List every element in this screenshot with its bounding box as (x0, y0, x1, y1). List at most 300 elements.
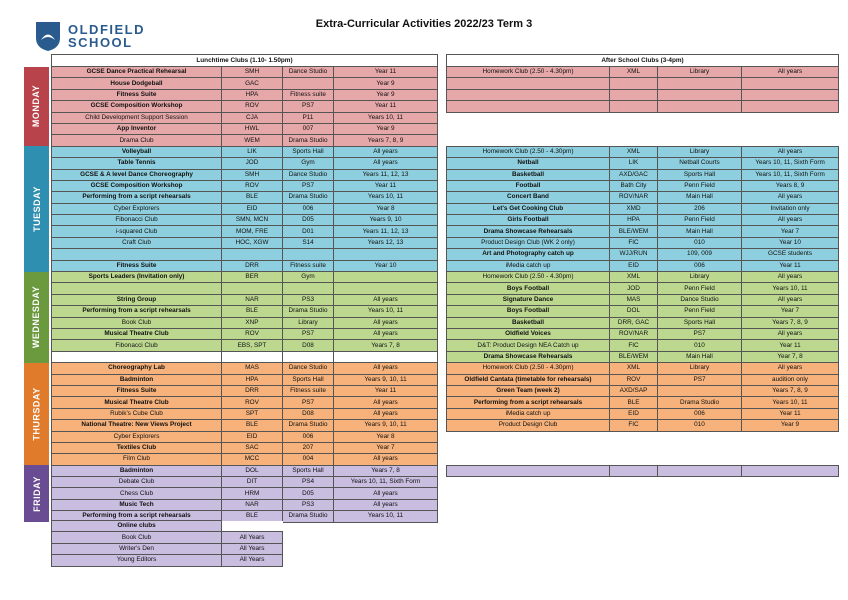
after-years: Year 11 (742, 260, 839, 271)
after-empty (447, 123, 610, 134)
table-row (52, 465, 839, 476)
table-row (52, 89, 839, 100)
after-room (658, 465, 742, 476)
column-gap (438, 385, 447, 396)
lunch-room: Fitness suite (283, 89, 334, 100)
after-staff: DOL (610, 306, 658, 317)
column-gap (438, 351, 447, 362)
column-gap (438, 249, 447, 260)
lunch-years: Year 11 (334, 180, 438, 191)
after-staff: EID (610, 408, 658, 419)
school-name-line2: SCHOOL (68, 35, 133, 50)
lunch-room: S14 (283, 237, 334, 248)
table-row (52, 431, 839, 442)
lunch-room: P11 (283, 112, 334, 123)
lunch-empty (52, 351, 222, 362)
lunch-staff: BLE (222, 511, 283, 522)
after-years: Invitation only (742, 203, 839, 214)
after-staff: XML (610, 146, 658, 157)
lunch-room: D08 (283, 340, 334, 351)
after-activity: Product Design Club (447, 420, 610, 431)
day-label-text: THURSDAY (31, 387, 42, 441)
lunch-activity: Fibonacci Club (52, 340, 222, 351)
online-header-row (52, 521, 283, 532)
lunch-years: Years 10, 11 (334, 192, 438, 203)
lunch-staff: ROV (222, 101, 283, 112)
lunch-room: Drama Studio (283, 306, 334, 317)
after-years: Year 10 (742, 237, 839, 248)
column-gap (438, 146, 447, 157)
after-room: Library (658, 272, 742, 283)
table-row (52, 78, 839, 89)
lunch-staff: SMN, MCN (222, 215, 283, 226)
lunch-years: All years (334, 397, 438, 408)
after-staff: DRR, GAC (610, 317, 658, 328)
lunch-room: PS3 (283, 294, 334, 305)
lunch-staff: SMH (222, 169, 283, 180)
column-gap (438, 101, 447, 112)
lunch-years: Years 11, 12, 13 (334, 226, 438, 237)
after-years: Years 7, 8, 9 (742, 385, 839, 396)
after-empty (742, 112, 839, 123)
table-row (52, 226, 839, 237)
lunch-empty (334, 351, 438, 362)
after-staff: BLE/WEM (610, 226, 658, 237)
after-activity: Concert Band (447, 192, 610, 203)
lunch-years: All years (334, 499, 438, 510)
online-club-row (52, 555, 283, 566)
table-row (52, 328, 839, 339)
lunch-years: Years 9, 10, 11 (334, 420, 438, 431)
after-years: Years 10, 11, Sixth Form (742, 169, 839, 180)
column-gap (438, 374, 447, 385)
online-club-row (52, 543, 283, 554)
after-empty (742, 135, 839, 146)
table-row (52, 454, 839, 465)
after-empty (610, 135, 658, 146)
after-years: Years 10, 11 (742, 397, 839, 408)
after-room (658, 89, 742, 100)
lunch-years (334, 249, 438, 260)
lunch-years: Years 7, 8 (334, 465, 438, 476)
after-years: Years 8, 9 (742, 180, 839, 191)
header-gap (438, 55, 447, 67)
after-years: All years (742, 146, 839, 157)
after-staff (610, 101, 658, 112)
lunch-activity: Craft Club (52, 237, 222, 248)
table-row (52, 101, 839, 112)
lunch-years: Year 11 (334, 67, 438, 78)
day-label-text: FRIDAY (31, 475, 42, 512)
table-row (52, 499, 839, 510)
lunch-room: 004 (283, 454, 334, 465)
lunch-empty (222, 351, 283, 362)
lunch-years: Year 9 (334, 123, 438, 134)
after-activity: Oldfield Cantata (timetable for rehearsals) (447, 374, 610, 385)
table-row (52, 180, 839, 191)
table-row (52, 146, 839, 157)
after-room: Penn Field (658, 306, 742, 317)
after-years: Years 10, 11 (742, 283, 839, 294)
after-staff: AXD/SAP (610, 385, 658, 396)
lunch-years: Year 9 (334, 78, 438, 89)
lunch-years: All years (334, 158, 438, 169)
column-gap (438, 89, 447, 100)
lunch-years: All years (334, 317, 438, 328)
after-activity: iMedia catch up (447, 408, 610, 419)
online-club-name: Writer's Den (52, 543, 222, 554)
day-label-thursday (24, 363, 49, 466)
after-activity: Oldfield Voices (447, 328, 610, 339)
after-staff: ROV (610, 374, 658, 385)
after-room: 010 (658, 420, 742, 431)
table-row (52, 158, 839, 169)
after-years (742, 78, 839, 89)
lunch-staff: DRR (222, 385, 283, 396)
table-row (52, 203, 839, 214)
after-room: 206 (658, 203, 742, 214)
after-empty (447, 499, 610, 510)
after-staff: BLE/WEM (610, 351, 658, 362)
lunch-room: PS7 (283, 397, 334, 408)
after-activity: Basketball (447, 317, 610, 328)
after-room: Main Hall (658, 351, 742, 362)
column-gap (438, 203, 447, 214)
lunch-staff: HPA (222, 374, 283, 385)
lunch-staff (222, 283, 283, 294)
lunch-room: 007 (283, 123, 334, 134)
column-gap (438, 283, 447, 294)
table-row (52, 477, 839, 488)
lunch-years: Year 10 (334, 260, 438, 271)
after-room: 010 (658, 340, 742, 351)
lunch-room: PS4 (283, 477, 334, 488)
after-activity: Homework Club (2.50 - 4.30pm) (447, 363, 610, 374)
after-room: 109, 009 (658, 249, 742, 260)
lunch-staff: EBS, SPT (222, 340, 283, 351)
lunch-staff: ROV (222, 397, 283, 408)
header-row (52, 55, 839, 67)
column-gap (438, 431, 447, 442)
lunchtime-header: Lunchtime Clubs (1.10- 1.50pm) (52, 55, 438, 67)
lunch-staff: DIT (222, 477, 283, 488)
lunch-room: 207 (283, 442, 334, 453)
column-gap (438, 328, 447, 339)
lunch-activity: Fitness Suite (52, 89, 222, 100)
lunch-years: Years 7, 8 (334, 340, 438, 351)
lunch-staff: ROV (222, 180, 283, 191)
after-empty (742, 454, 839, 465)
after-empty (658, 135, 742, 146)
lunch-staff: HOC, XGW (222, 237, 283, 248)
online-club-years: All Years (222, 555, 283, 566)
after-years: audition only (742, 374, 839, 385)
after-room: Netball Courts (658, 158, 742, 169)
after-staff: JOD (610, 283, 658, 294)
after-staff: Bath City (610, 180, 658, 191)
lunch-years: Years 12, 13 (334, 237, 438, 248)
lunch-activity: Musical Theatre Club (52, 328, 222, 339)
after-years: Year 11 (742, 408, 839, 419)
lunch-activity: Performing from a script rehearsals (52, 511, 222, 522)
school-name-line1: OLDFIELD (68, 22, 145, 37)
lunch-room: Dance Studio (283, 169, 334, 180)
after-years (742, 465, 839, 476)
after-empty (658, 112, 742, 123)
lunch-room: PS7 (283, 180, 334, 191)
after-empty (447, 477, 610, 488)
lunch-years: Year 7 (334, 442, 438, 453)
after-activity: Homework Club (2.50 - 4.30pm) (447, 146, 610, 157)
table-row (52, 249, 839, 260)
lunch-staff: SAC (222, 442, 283, 453)
lunch-years: All years (334, 408, 438, 419)
lunch-activity: Cyber Explorers (52, 203, 222, 214)
lunch-activity: Textiles Club (52, 442, 222, 453)
column-gap (438, 499, 447, 510)
lunch-room (283, 283, 334, 294)
column-gap (438, 158, 447, 169)
lunch-room: Dance Studio (283, 363, 334, 374)
table-row (52, 67, 839, 78)
after-empty (742, 123, 839, 134)
after-staff: ROV/NAR (610, 192, 658, 203)
after-room: PS7 (658, 374, 742, 385)
lunch-activity: Fitness Suite (52, 260, 222, 271)
after-room: Sports Hall (658, 317, 742, 328)
after-empty (742, 431, 839, 442)
after-years: Years 7, 8, 9 (742, 317, 839, 328)
online-club-years: All Years (222, 532, 283, 543)
after-activity: Boys Football (447, 283, 610, 294)
table-row (52, 408, 839, 419)
lunch-staff: EID (222, 203, 283, 214)
lunch-staff: WEM (222, 135, 283, 146)
lunch-room: 006 (283, 431, 334, 442)
lunch-room: Drama Studio (283, 192, 334, 203)
lunch-room: Fitness suite (283, 260, 334, 271)
lunch-activity: Fibonacci Club (52, 215, 222, 226)
lunch-staff: HWL (222, 123, 283, 134)
after-activity (447, 101, 610, 112)
lunch-room: Drama Studio (283, 420, 334, 431)
after-activity: Homework Club (2.50 - 4.30pm) (447, 67, 610, 78)
lunch-room: Drama Studio (283, 511, 334, 522)
after-empty (742, 511, 839, 522)
column-gap (438, 237, 447, 248)
lunch-activity: Performing from a script rehearsals (52, 306, 222, 317)
after-staff: XML (610, 272, 658, 283)
lunch-room: Sports Hall (283, 146, 334, 157)
lunch-room: D01 (283, 226, 334, 237)
lunch-activity: i-squared Club (52, 226, 222, 237)
table-row (52, 306, 839, 317)
column-gap (438, 272, 447, 283)
after-empty (658, 477, 742, 488)
after-empty (610, 442, 658, 453)
activities-table (51, 54, 839, 523)
after-room: Penn Field (658, 283, 742, 294)
lunch-activity: String Group (52, 294, 222, 305)
lunch-staff: MAS (222, 363, 283, 374)
lunch-staff: BLE (222, 306, 283, 317)
day-label-tuesday (24, 146, 49, 271)
lunch-years: Years 10, 11 (334, 511, 438, 522)
after-activity: Product Design Club (WK 2 only) (447, 237, 610, 248)
after-years: All years (742, 215, 839, 226)
lunch-room: Library (283, 317, 334, 328)
lunch-staff: BLE (222, 192, 283, 203)
after-activity (447, 89, 610, 100)
column-gap (438, 67, 447, 78)
after-room: Sports Hall (658, 169, 742, 180)
table-row (52, 385, 839, 396)
after-empty (447, 511, 610, 522)
after-staff: ROV/NAR (610, 328, 658, 339)
column-gap (438, 123, 447, 134)
after-empty (658, 454, 742, 465)
after-years: All years (742, 67, 839, 78)
lunch-activity: Fitness Suite (52, 385, 222, 396)
column-gap (438, 112, 447, 123)
after-empty (610, 477, 658, 488)
table-row (52, 340, 839, 351)
table-row (52, 294, 839, 305)
after-staff: BLE (610, 397, 658, 408)
after-room: Drama Studio (658, 397, 742, 408)
after-years: All years (742, 363, 839, 374)
online-clubs-table (51, 520, 283, 567)
after-years: Year 7 (742, 226, 839, 237)
column-gap (438, 135, 447, 146)
after-activity: Girls Football (447, 215, 610, 226)
table-row (52, 397, 839, 408)
column-gap (438, 294, 447, 305)
lunch-activity: Volleyball (52, 146, 222, 157)
after-staff: XML (610, 363, 658, 374)
after-years: All years (742, 192, 839, 203)
lunch-staff: LIK (222, 146, 283, 157)
online-club-name: Book Club (52, 532, 222, 543)
table-row (52, 135, 839, 146)
column-gap (438, 260, 447, 271)
lunch-years: Years 9, 10 (334, 215, 438, 226)
lunch-staff: JOD (222, 158, 283, 169)
lunch-activity: House Dodgeball (52, 78, 222, 89)
column-gap (438, 442, 447, 453)
column-gap (438, 397, 447, 408)
column-gap (438, 465, 447, 476)
lunch-activity: Badminton (52, 374, 222, 385)
lunch-room: Sports Hall (283, 465, 334, 476)
after-staff (610, 465, 658, 476)
table-row (52, 363, 839, 374)
lunch-years: Years 10, 11 (334, 306, 438, 317)
online-clubs-title: Online clubs (52, 521, 222, 532)
online-club-row (52, 532, 283, 543)
page-title: Extra-Curricular Activities 2022/23 Term 3 (315, 18, 533, 30)
after-activity: Homework Club (2.50 - 4.30pm) (447, 272, 610, 283)
lunch-room: Drama Studio (283, 135, 334, 146)
after-staff: FIC (610, 420, 658, 431)
after-empty (658, 488, 742, 499)
column-gap (438, 488, 447, 499)
table-row (52, 488, 839, 499)
table-row (52, 192, 839, 203)
lunch-activity: Musical Theatre Club (52, 397, 222, 408)
after-empty (610, 123, 658, 134)
after-activity: Boys Football (447, 306, 610, 317)
lunch-room: D05 (283, 215, 334, 226)
lunch-staff: NAR (222, 294, 283, 305)
after-room: 006 (658, 260, 742, 271)
after-school-header: After School Clubs (3-4pm) (447, 55, 839, 67)
lunch-years: Year 8 (334, 203, 438, 214)
column-gap (438, 180, 447, 191)
column-gap (438, 78, 447, 89)
lunch-staff: DRR (222, 260, 283, 271)
lunch-activity: GCSE & A level Dance Choreography (52, 169, 222, 180)
lunch-activity: Drama Club (52, 135, 222, 146)
after-activity: Signature Dance (447, 294, 610, 305)
lunch-room: Sports Hall (283, 374, 334, 385)
lunch-room: PS7 (283, 101, 334, 112)
lunch-room: Gym (283, 158, 334, 169)
lunch-staff: NAR (222, 499, 283, 510)
column-gap (438, 454, 447, 465)
after-activity: Netball (447, 158, 610, 169)
after-activity: Performing from a script rehearsals (447, 397, 610, 408)
after-staff: FIC (610, 340, 658, 351)
after-staff: LIK (610, 158, 658, 169)
lunch-activity: GCSE Composition Workshop (52, 180, 222, 191)
day-label-text: TUESDAY (31, 186, 42, 232)
lunch-staff: BLE (222, 420, 283, 431)
table-row (52, 351, 839, 362)
after-staff (610, 78, 658, 89)
lunch-room: D05 (283, 488, 334, 499)
lunch-years: All years (334, 146, 438, 157)
column-gap (438, 511, 447, 522)
after-empty (447, 431, 610, 442)
table-row (52, 237, 839, 248)
column-gap (438, 340, 447, 351)
table-row (52, 272, 839, 283)
lunch-room: Gym (283, 272, 334, 283)
after-empty (447, 488, 610, 499)
table-row (52, 420, 839, 431)
after-activity (447, 78, 610, 89)
day-label-text: MONDAY (31, 85, 42, 128)
column-gap (438, 363, 447, 374)
after-empty (742, 488, 839, 499)
column-gap (438, 226, 447, 237)
table-row (52, 260, 839, 271)
after-empty (742, 477, 839, 488)
after-activity (447, 465, 610, 476)
lunch-room (283, 249, 334, 260)
lunch-years: Year 8 (334, 431, 438, 442)
lunch-staff: XNP (222, 317, 283, 328)
after-activity: Art and Photography catch up (447, 249, 610, 260)
day-label-wednesday (24, 272, 49, 363)
lunch-activity: Music Tech (52, 499, 222, 510)
lunch-years: All years (334, 488, 438, 499)
after-years: All years (742, 272, 839, 283)
after-activity: Let's Get Cooking Club (447, 203, 610, 214)
lunch-room: PS3 (283, 499, 334, 510)
lunch-activity: App Inventor (52, 123, 222, 134)
